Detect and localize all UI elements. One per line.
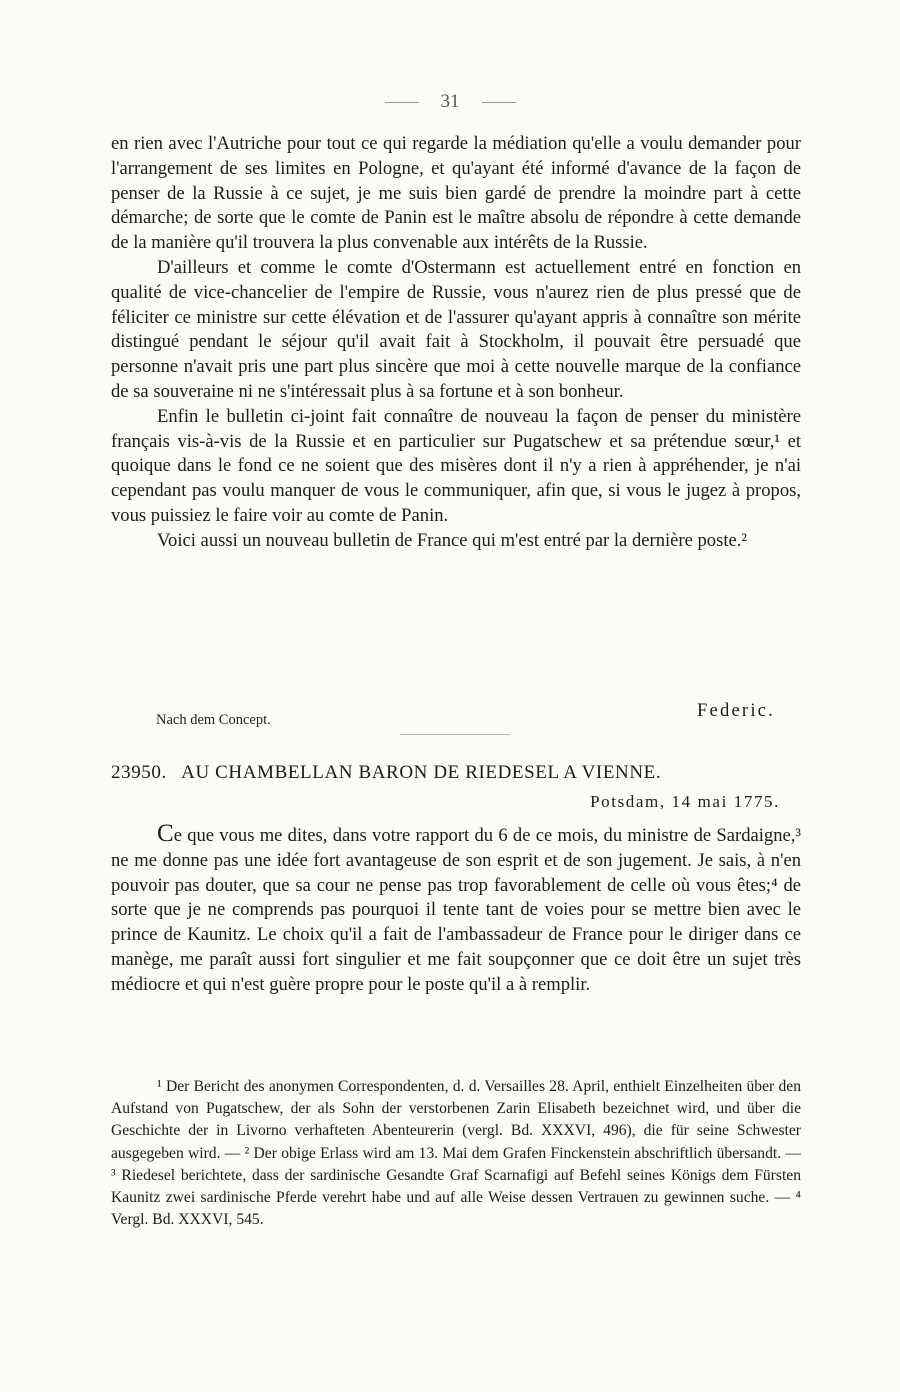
page-number: 31 xyxy=(440,91,460,112)
letter-1-body xyxy=(111,132,801,554)
letter-2-text: e que vous me dites, dans votre rapport du 6 de ce mois, du ministre de Sardaigne,³ ne me donne pas une idée fort avantageuse de son esprit et de son jugement. Je sais, à n'en pouvoir pas douter, que sa cour ne pense pas trop favorablement de celle où vous êtes;⁴ de sorte que je ne comprends pas pourquoi il tente tant de voies pour se mettre bien avec le prince de Kaunitz. Le choix qu'il a fait de l'ambassadeur de France pour le diriger dans ce manège, me paraît aussi fort singulier et me fait soupçonner que ce doit être un sujet très médiocre et qui n'est guère propre pour le poste qu'il a à remplir. xyxy=(111,825,801,995)
header-rule-right xyxy=(482,102,516,103)
footnotes: ¹ Der Bericht des anonymen Correspondenten, d. d. Versailles 28. April, enthielt Einzelheiten über den Aufstand von Pugatschew, der als Sohn der verstorbenen Zarin Elisabeth bezeichnet wird, und über die Geschichte der in Livorno verhafteten Abenteurerin (vergl. Bd. XXXVI, 496), die für seine Schwester ausgegeben wird. — ² Der obige Erlass wird am 13. Mai dem Grafen Finckenstein abschriftlich übersandt. — ³ Riedesel berichtete, dass der sardinische Gesandte Graf Scarnafigi auf Befehl seines Königs dem Fürsten Kaunitz zwei sardinische Pferde verehrt habe und auf alle Weise dessen Vertrauen zu gewinnen suche. — ⁴ Vergl. Bd. XXXVI, 545. xyxy=(111,1078,801,1229)
letter-2-paragraph xyxy=(111,822,801,998)
page-header xyxy=(0,90,900,114)
source-note: Nach dem Concept. xyxy=(156,712,271,728)
letter-1-paragraph-3: Enfin le bulletin ci-joint fait connaître de nouveau la façon de penser du ministère français vis-à-vis de la Russie et en particulier sur Pugatschew et sa prétendue sœur,¹ et quoique dans le fond ce ne soient que des misères dont il n'y a rien à appréhender, je n'ai cependant pas voulu manquer de vous le communiquer, afin que, si vous le jugez à propos, vous puissiez le faire voir au comte de Panin. xyxy=(111,405,801,526)
letter-1-paragraph-1: en rien avec l'Autriche pour tout ce qui regarde la médiation qu'elle a voulu demander pour l'arrangement de ses limites en Pologne, et qu'ayant été informé d'avance de la façon de penser de la Russie à ce sujet, je me suis bien gardé de prendre la moindre part à cette démarche; de sorte que le comte de Panin est le maître absolu de répondre à cette demande de la manière qu'il trouvera la plus convenable aux intérêts de la Russie. xyxy=(111,133,801,254)
header-rule-left xyxy=(385,102,419,103)
place-and-date: Potsdam, 14 mai 1775. xyxy=(590,792,780,811)
closing-row xyxy=(111,696,801,736)
letter-2-body xyxy=(111,822,801,998)
initial-letter: C xyxy=(157,820,174,847)
document-title: AU CHAMBELLAN BARON DE RIEDESEL A VIENNE. xyxy=(181,762,662,783)
section-divider xyxy=(400,734,510,735)
letter-1-paragraph-4: Voici aussi un nouveau bulletin de France qui m'est entré par la dernière poste.² xyxy=(157,529,747,551)
document-number: 23950. xyxy=(111,762,167,783)
letter-1-paragraph-2: D'ailleurs et comme le comte d'Ostermann est actuellement entré en fonction en qualité de vice-chancelier de l'empire de Russie, vous n'aurez rien de plus pressé que de féliciter ce ministre sur cette élévation et de l'assurer qu'ayant appris à connaître son mérite distingué pendant le séjour qu'il avait fait à Stockholm, il pouvait être persuadé que personne n'avait pris une part plus sincère que moi à cette nouvelle marque de la confiance de sa souveraine ni ne s'intéressait plus à sa fortune et à son bonheur. xyxy=(111,256,801,402)
signature: Federic. xyxy=(696,700,775,721)
document-heading xyxy=(111,762,801,784)
